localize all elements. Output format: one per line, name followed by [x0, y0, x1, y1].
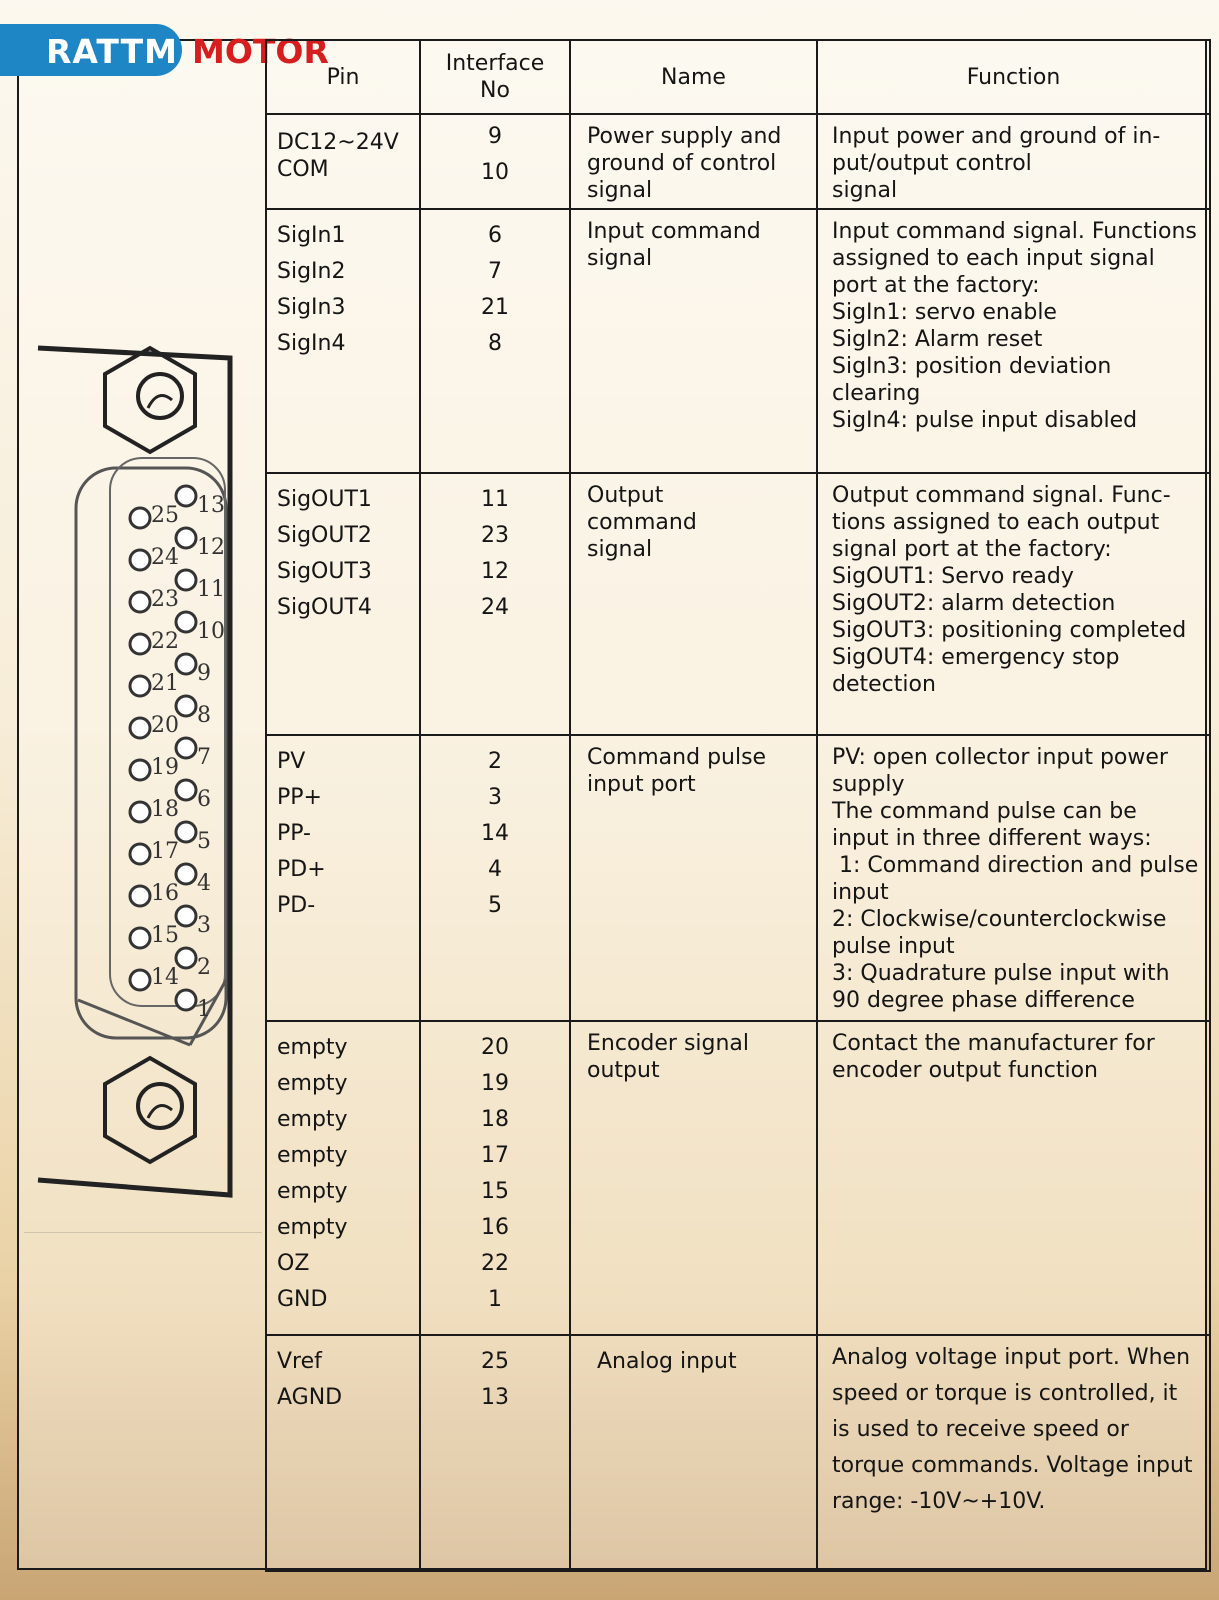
connector-pin	[130, 508, 150, 528]
function-line: SigOUT3: positioning completed	[832, 618, 1187, 643]
pin-cell	[266, 1021, 420, 1335]
connector-pin-number: 25	[151, 503, 179, 528]
connector-pin-number: 17	[151, 839, 179, 864]
pin-label: SigOUT3	[277, 559, 372, 584]
pin-cell	[266, 114, 420, 209]
pin-list	[267, 474, 419, 626]
function-line: SigIn3: position deviation	[832, 354, 1112, 379]
function-line: pulse input	[832, 934, 955, 959]
pin-label: empty	[277, 1215, 348, 1240]
connector-pin-number: 6	[197, 787, 211, 812]
pin-list	[267, 115, 419, 183]
connector-pin	[176, 486, 196, 506]
connector-pin	[176, 654, 196, 674]
connector-pin	[130, 718, 150, 738]
interface-no-cell	[420, 114, 570, 209]
interface-no: 8	[488, 331, 502, 356]
interface-no-cell	[420, 209, 570, 473]
pin-label: SigOUT4	[277, 595, 372, 620]
function-cell	[817, 114, 1210, 209]
connector-pin	[176, 738, 196, 758]
connector-pin	[130, 970, 150, 990]
function-line: The command pulse can be	[832, 799, 1137, 824]
interface-no: 6	[488, 223, 502, 248]
pin-label: AGND	[277, 1385, 343, 1410]
signal-name-cell	[570, 473, 817, 735]
interface-no: 13	[481, 1385, 509, 1410]
logo-text-motor: MOTOR	[192, 32, 329, 71]
function-line: input in three different ways:	[832, 826, 1152, 851]
interface-no-cell	[420, 473, 570, 735]
function-line: SigIn1: servo enable	[832, 300, 1057, 325]
interface-no: 4	[488, 857, 502, 882]
pin-cell	[266, 735, 420, 1021]
signal-name-line: Analog input	[597, 1349, 737, 1374]
pin-cell	[266, 473, 420, 735]
signal-name-cell	[570, 1021, 817, 1335]
header-pin	[266, 40, 420, 114]
connector-pin-number: 7	[197, 745, 211, 770]
function-cell	[817, 1335, 1210, 1571]
signal-name	[571, 1336, 816, 1375]
interface-no: 9	[488, 124, 502, 149]
connector-pin-number: 23	[151, 587, 179, 612]
connector-pin	[176, 528, 196, 548]
interface-no: 21	[481, 295, 509, 320]
signal-name-line: signal	[587, 246, 653, 271]
function-line: 2: Clockwise/counterclockwise	[832, 907, 1167, 932]
pin-label: GND	[277, 1287, 328, 1312]
table-row	[266, 473, 1210, 735]
connector-pin-number: 10	[197, 619, 225, 644]
connector-pin	[176, 990, 196, 1010]
pin-label: PP+	[277, 785, 322, 810]
function-text	[818, 1022, 1209, 1084]
function-line: Input command signal. Functions	[832, 219, 1197, 244]
pin-list	[267, 210, 419, 362]
interface-no: 2	[488, 749, 502, 774]
interface-no: 1	[488, 1287, 502, 1312]
divider-line	[24, 1232, 262, 1233]
signal-name-line: Power supply and	[587, 124, 782, 149]
pin-label: PD-	[277, 893, 316, 918]
pin-label: empty	[277, 1107, 348, 1132]
connector-pin	[130, 550, 150, 570]
function-text	[818, 210, 1209, 434]
interface-no: 7	[488, 259, 502, 284]
function-line: Contact the manufacturer for	[832, 1031, 1155, 1056]
function-line: tions assigned to each output	[832, 510, 1160, 535]
pin-label: empty	[277, 1071, 348, 1096]
interface-no: 17	[481, 1143, 509, 1168]
function-line: clearing	[832, 381, 921, 406]
connector-pin-number: 13	[197, 493, 225, 518]
interface-no: 19	[481, 1071, 509, 1096]
connector-pin	[130, 802, 150, 822]
pin-list	[267, 1336, 419, 1416]
function-line: 1: Command direction and pulse	[832, 853, 1199, 878]
header-interface-line1: Interface	[445, 51, 545, 76]
connector-pin-number: 20	[151, 713, 179, 738]
interface-no: 25	[481, 1349, 509, 1374]
function-text	[818, 474, 1209, 698]
function-line: Output command signal. Func-	[832, 483, 1171, 508]
connector-pin	[176, 696, 196, 716]
pin-label: DC12~24V	[277, 130, 399, 155]
connector-pin-number: 2	[197, 955, 211, 980]
signal-name-cell	[570, 1335, 817, 1571]
pin-label: empty	[277, 1143, 348, 1168]
signal-name-line: signal	[587, 537, 653, 562]
function-line: SigOUT1: Servo ready	[832, 564, 1074, 589]
header-interface-line2: No	[480, 78, 510, 103]
signal-name	[571, 210, 816, 272]
connector-pin	[176, 906, 196, 926]
interface-no: 12	[481, 559, 509, 584]
interface-no: 3	[488, 785, 502, 810]
function-cell	[817, 209, 1210, 473]
signal-name	[571, 736, 816, 798]
function-line: supply	[832, 772, 905, 797]
signal-name-line: input port	[587, 772, 696, 797]
interface-no-list	[421, 210, 569, 362]
interface-no-cell	[420, 735, 570, 1021]
signal-name	[571, 1022, 816, 1084]
function-line: detection	[832, 672, 936, 697]
table-row	[266, 1335, 1210, 1571]
function-text	[818, 1336, 1209, 1520]
pin-label: SigIn3	[277, 295, 346, 320]
interface-no: 11	[481, 487, 509, 512]
interface-no: 24	[481, 595, 509, 620]
function-text	[818, 736, 1209, 1014]
interface-no: 10	[481, 160, 509, 185]
pin-label: PP-	[277, 821, 311, 846]
connector-pin-number: 21	[151, 671, 179, 696]
function-line: signal port at the factory:	[832, 537, 1112, 562]
connector-pin	[130, 886, 150, 906]
table-header-row	[266, 40, 1210, 114]
pin-label: SigIn4	[277, 331, 346, 356]
db25-connector-diagram	[30, 340, 250, 1220]
connector-pin-number: 9	[197, 661, 211, 686]
pin-label: Vref	[277, 1349, 322, 1374]
connector-pin	[176, 570, 196, 590]
connector-pin-number: 24	[151, 545, 179, 570]
pin-label: COM	[277, 157, 329, 182]
pin-list	[267, 736, 419, 924]
signal-name-cell	[570, 114, 817, 209]
signal-name-line: signal	[587, 178, 653, 203]
function-text	[818, 115, 1209, 204]
connector-pin-number: 22	[151, 629, 179, 654]
pin-label: PV	[277, 749, 306, 774]
function-line: SigIn4: pulse input disabled	[832, 408, 1138, 433]
function-line: SigIn2: Alarm reset	[832, 327, 1043, 352]
signal-name-cell	[570, 209, 817, 473]
interface-no-list	[421, 736, 569, 924]
signal-name-line: output	[587, 1058, 660, 1083]
signal-name-line: command	[587, 510, 697, 535]
function-line: Input power and ground of in-	[832, 124, 1161, 149]
connector-pin-number: 5	[197, 829, 211, 854]
connector-pin-number: 19	[151, 755, 179, 780]
header-function-label: Function	[966, 64, 1061, 90]
connector-pin-number: 3	[197, 913, 211, 938]
pin-list	[267, 1022, 419, 1318]
pin-table	[265, 39, 1211, 1572]
header-interface-no	[420, 40, 570, 114]
function-line: 90 degree phase difference	[832, 988, 1135, 1013]
header-pin-label: Pin	[326, 64, 360, 90]
interface-no: 5	[488, 893, 502, 918]
function-line: put/output control	[832, 151, 1032, 176]
function-line: Analog voltage input port. When	[832, 1345, 1191, 1370]
table-row	[266, 114, 1210, 209]
function-line: torque commands. Voltage input	[832, 1453, 1193, 1478]
function-line: range: -10V~+10V.	[832, 1489, 1046, 1514]
header-name-label: Name	[661, 64, 726, 90]
interface-no: 23	[481, 523, 509, 548]
connector-pin	[130, 634, 150, 654]
interface-no-list	[421, 115, 569, 191]
function-cell	[817, 735, 1210, 1021]
connector-pin	[130, 844, 150, 864]
interface-no-cell	[420, 1335, 570, 1571]
interface-no-list	[421, 1336, 569, 1416]
pin-label: empty	[277, 1035, 348, 1060]
signal-name-line: Input command	[587, 219, 761, 244]
pin-label: SigOUT2	[277, 523, 372, 548]
pin-label: SigOUT1	[277, 487, 372, 512]
connector-pin-number: 8	[197, 703, 211, 728]
interface-no: 14	[481, 821, 509, 846]
function-cell	[817, 1021, 1210, 1335]
pin-label: SigIn2	[277, 259, 346, 284]
top-screw-slot	[148, 396, 172, 409]
interface-no-cell	[420, 1021, 570, 1335]
function-line: SigOUT4: emergency stop	[832, 645, 1120, 670]
connector-pin	[176, 822, 196, 842]
interface-no: 16	[481, 1215, 509, 1240]
connector-pin	[130, 676, 150, 696]
interface-no: 15	[481, 1179, 509, 1204]
connector-pin	[176, 612, 196, 632]
pin-label: PD+	[277, 857, 326, 882]
interface-no: 20	[481, 1035, 509, 1060]
signal-name	[571, 474, 816, 563]
connector-pin-number: 18	[151, 797, 179, 822]
interface-no-list	[421, 474, 569, 626]
connector-pin	[176, 780, 196, 800]
connector-pin-number: 16	[151, 881, 179, 906]
function-line: speed or torque is controlled, it	[832, 1381, 1178, 1406]
bottom-screw-slot	[148, 1106, 172, 1119]
connector-pin-number: 12	[197, 535, 225, 560]
function-line: assigned to each input signal	[832, 246, 1155, 271]
pin-label: empty	[277, 1179, 348, 1204]
logo-text-rattm: RATTM	[46, 32, 179, 71]
function-line: signal	[832, 178, 898, 203]
pin-cell	[266, 1335, 420, 1571]
function-line: 3: Quadrature pulse input with	[832, 961, 1170, 986]
connector-pin	[130, 592, 150, 612]
pin-label: OZ	[277, 1251, 310, 1276]
interface-no: 22	[481, 1251, 509, 1276]
table-row	[266, 735, 1210, 1021]
signal-name-cell	[570, 735, 817, 1021]
connector-pin	[130, 928, 150, 948]
pin-label: SigIn1	[277, 223, 346, 248]
signal-name-line: Encoder signal	[587, 1031, 750, 1056]
signal-name-line: Output	[587, 483, 664, 508]
connector-pin-number: 11	[197, 577, 225, 602]
table-row	[266, 1021, 1210, 1335]
header-name	[570, 40, 817, 114]
connector-pin-number: 4	[197, 871, 211, 896]
connector-pin	[130, 760, 150, 780]
function-line: is used to receive speed or	[832, 1417, 1129, 1442]
connector-pin	[176, 948, 196, 968]
function-line: PV: open collector input power	[832, 745, 1168, 770]
signal-name-line: ground of control	[587, 151, 777, 176]
connector-pin-number: 1	[197, 997, 211, 1022]
function-line: port at the factory:	[832, 273, 1040, 298]
function-line: encoder output function	[832, 1058, 1098, 1083]
function-cell	[817, 473, 1210, 735]
connector-pin	[176, 864, 196, 884]
connector-pin-number: 14	[151, 965, 179, 990]
connector-pin-number: 15	[151, 923, 179, 948]
header-function	[817, 40, 1210, 114]
pin-cell	[266, 209, 420, 473]
function-line: input	[832, 880, 889, 905]
table-row	[266, 209, 1210, 473]
interface-no-list	[421, 1022, 569, 1318]
interface-no: 18	[481, 1107, 509, 1132]
signal-name-line: Command pulse	[587, 745, 767, 770]
signal-name	[571, 115, 816, 204]
function-line: SigOUT2: alarm detection	[832, 591, 1116, 616]
